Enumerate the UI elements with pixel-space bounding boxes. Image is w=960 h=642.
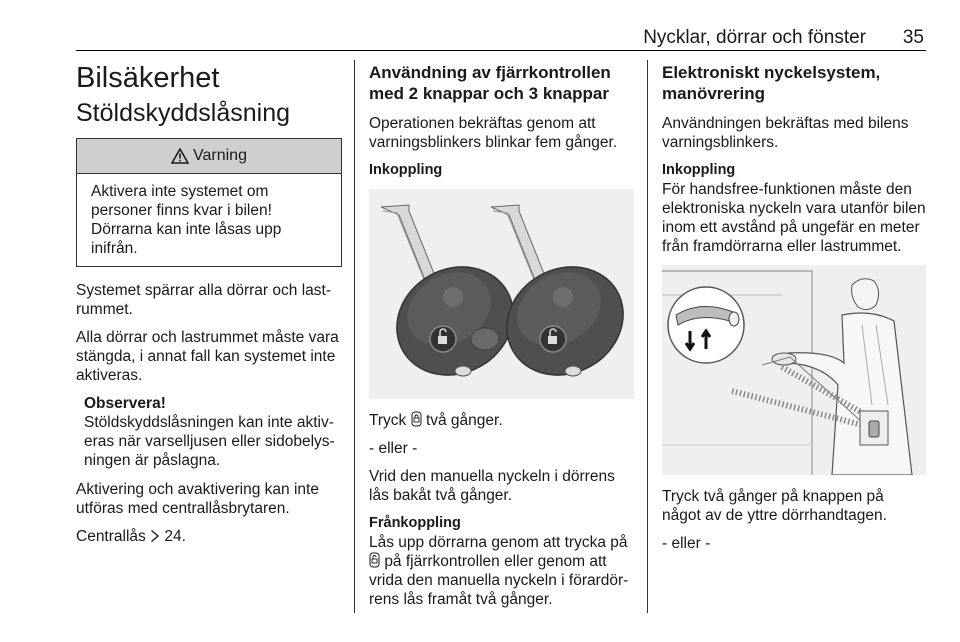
warning-line: Dörrarna kan inte låsas upp [91, 221, 282, 238]
handsfree-illustration [662, 265, 926, 475]
tryck-label: Tryck [369, 412, 407, 429]
column-2 [369, 60, 634, 618]
subsection-heading: Stöldskyddslåsning [76, 99, 291, 127]
paragraph: Systemet spärrar alla dörrar och lastrummet. [76, 282, 331, 318]
warning-triangle-icon [171, 148, 189, 164]
subheading-frankoppling: Frånkoppling [369, 515, 461, 531]
or-separator: - eller - [662, 535, 711, 552]
column-3 [662, 60, 926, 562]
key-illustration-svg [369, 189, 634, 399]
lock-button-icon [411, 411, 422, 427]
subheading-inkoppling: Inkoppling [369, 162, 443, 178]
section-heading: Användning av fjärrkontrollen med 2 knappar och 3 knappar [369, 63, 611, 103]
unlock-button-icon [369, 552, 380, 568]
paragraph: Tryck två gånger på knappen på något av de yttre dörrhandtagen. [662, 488, 887, 524]
warning-header [77, 139, 341, 174]
warning-box [76, 138, 342, 267]
page-header [76, 24, 926, 51]
subheading-inkoppling: Inkoppling [662, 162, 736, 178]
warning-line: personer finns kvar i bilen! [91, 202, 272, 219]
note-text: Stöldskyddslåsningen kan inte aktiveras när varselljusen eller sidobelysningen är påslagna. [84, 414, 335, 469]
paragraph: Operationen bekräftas genom att varningsblinkers blinkar fem gånger. [369, 115, 618, 151]
paragraph: Användningen bekräftas med bilens varningsblinkers. [662, 115, 909, 151]
cross-reference[interactable] [76, 527, 342, 546]
column-1 [76, 60, 342, 555]
paragraph: Alla dörrar och lastrummet måste vara stängda, i annat fall kan systemet inte aktiveras. [76, 329, 339, 384]
column-divider [647, 60, 648, 613]
warning-line: Aktivera inte systemet om [91, 183, 269, 200]
page-number: 35 [902, 27, 924, 48]
paragraph: För handsfree-funktionen måste den elektroniska nyckeln vara utanför bilen inom ett avstånd på ungefär en meter från framdörrarna eller lastrummet. [662, 181, 926, 255]
column-divider [354, 60, 355, 613]
page-reference-arrow-icon [150, 529, 160, 543]
note-box [76, 394, 342, 470]
paragraph: Vrid den manuella nyckeln i dörrens lås bakåt två gånger. [369, 468, 615, 504]
section-heading: Elektroniskt nyckelsystem, manövrering [662, 63, 881, 103]
tryck-after: två gånger. [425, 412, 503, 429]
unlock-text-2: på fjärrkontrollen eller genom att vrida den manuella nyckeln i förardörrens lås framåt två gånger. [369, 553, 629, 608]
running-title: Nycklar, dörrar och fönster [643, 27, 866, 48]
or-separator: - eller - [369, 440, 418, 457]
section-heading: Bilsäkerhet [76, 62, 220, 94]
paragraph [369, 533, 634, 609]
handsfree-illustration-svg [662, 265, 926, 475]
warning-title: Varning [193, 147, 247, 164]
paragraph [369, 411, 634, 430]
reference-page: 24. [164, 528, 186, 545]
unlock-text-1: Lås upp dörrarna genom att trycka på [369, 534, 628, 551]
paragraph: Aktivering och avaktivering kan inte utföras med centrallåsbrytaren. [76, 481, 319, 517]
reference-text: Centrallås [76, 528, 146, 545]
warning-body [77, 174, 341, 266]
warning-line: inifrån. [91, 240, 138, 257]
note-title: Observera! [84, 395, 166, 412]
remote-keys-illustration [369, 189, 634, 399]
